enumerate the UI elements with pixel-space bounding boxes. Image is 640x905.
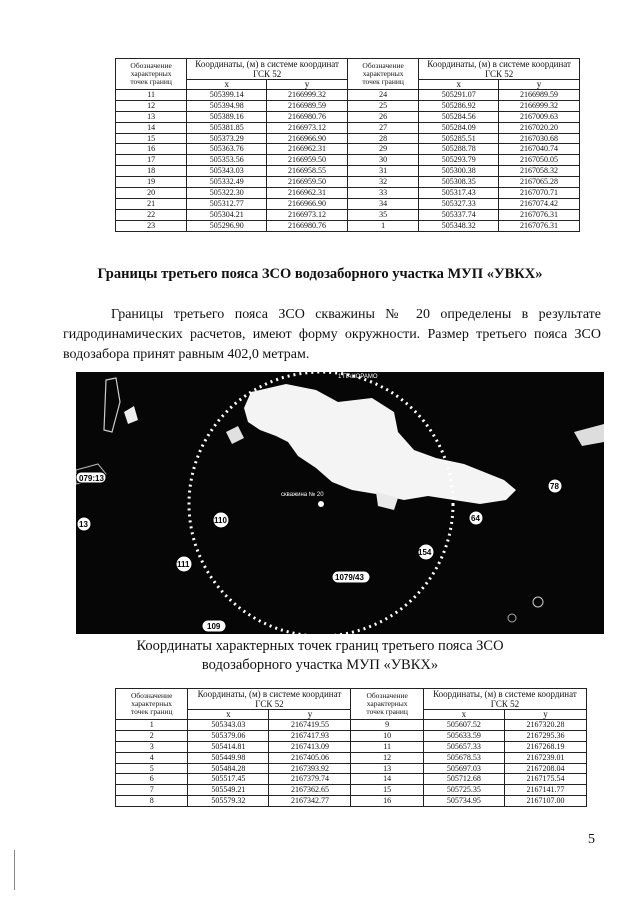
marker-154 bbox=[418, 544, 434, 560]
table-cell: 13 bbox=[351, 763, 423, 774]
table-cell: 5 bbox=[116, 763, 188, 774]
table-cell: 505322.30 bbox=[187, 188, 267, 199]
y-column-header: y bbox=[504, 710, 586, 720]
table-cell: 19 bbox=[116, 177, 187, 188]
table-row bbox=[116, 155, 580, 166]
marker-110 bbox=[213, 512, 229, 528]
table-cell: 3 bbox=[116, 741, 188, 752]
table-cell: 16 bbox=[351, 796, 423, 807]
well-point bbox=[318, 501, 324, 507]
body-paragraph: Границы третьего пояса ЗСО скважины № 20 определены в результате гидродинамических расчетов, имеют форму окружности. Размер третьего пояса ЗСО водозабора принят равным 402,0 метрам. bbox=[63, 307, 601, 362]
coordinates-table-top bbox=[115, 58, 580, 232]
table-cell: 505579.32 bbox=[188, 796, 269, 807]
caption-line-2: водозаборного участка МУП «УВКХ» bbox=[201, 657, 439, 673]
x-column-header: x bbox=[423, 710, 504, 720]
table-cell: 2166980.76 bbox=[267, 111, 348, 122]
svg-text:110: 110 bbox=[214, 516, 227, 525]
table-row bbox=[116, 720, 587, 731]
table-cell: 2167107.00 bbox=[504, 796, 586, 807]
table-cell: 505697.03 bbox=[423, 763, 504, 774]
table-cell: 2167175.54 bbox=[504, 774, 586, 785]
table-cell: 2166959.50 bbox=[267, 177, 348, 188]
y-column-header: y bbox=[267, 80, 348, 90]
table-top-body bbox=[116, 90, 580, 232]
table-cell: 505633.59 bbox=[423, 730, 504, 741]
table-row bbox=[116, 796, 587, 807]
zone-map-image bbox=[76, 372, 604, 634]
table-cell: 2166999.32 bbox=[267, 90, 348, 101]
marker-079-13 bbox=[76, 472, 106, 483]
table-cell: 2167208.04 bbox=[504, 763, 586, 774]
table-cell: 505394.98 bbox=[187, 100, 267, 111]
marker-111 bbox=[176, 556, 192, 572]
table-cell: 12 bbox=[116, 100, 187, 111]
table-cell: 9 bbox=[351, 720, 423, 731]
table-cell: 1 bbox=[347, 220, 418, 231]
table-cell: 505296.90 bbox=[187, 220, 267, 231]
table-cell: 13 bbox=[116, 111, 187, 122]
map-svg bbox=[76, 372, 604, 634]
y-column-header: y bbox=[499, 80, 580, 90]
table-cell: 505363.76 bbox=[187, 144, 267, 155]
table-cell: 505332.49 bbox=[187, 177, 267, 188]
marker-64 bbox=[469, 511, 483, 525]
table-cell: 14 bbox=[116, 122, 187, 133]
table-row bbox=[116, 100, 580, 111]
table-row bbox=[116, 111, 580, 122]
id-column-header: Обозначение характерных точек границ bbox=[351, 689, 423, 720]
table-cell: 505304.21 bbox=[187, 209, 267, 220]
table-cell: 10 bbox=[351, 730, 423, 741]
marker-109 bbox=[202, 620, 226, 632]
table-cell: 505381.85 bbox=[187, 122, 267, 133]
table-cell: 15 bbox=[351, 785, 423, 796]
table-cell: 2166980.76 bbox=[267, 220, 348, 231]
table-cell: 505449.98 bbox=[188, 752, 269, 763]
table-cell: 2 bbox=[116, 730, 188, 741]
table-cell: 33 bbox=[347, 188, 418, 199]
table-cell: 2167040.74 bbox=[499, 144, 580, 155]
table-cell: 26 bbox=[347, 111, 418, 122]
table-cell: 2166966.90 bbox=[267, 198, 348, 209]
table-row bbox=[116, 741, 587, 752]
table-cell: 2166959.50 bbox=[267, 155, 348, 166]
table-cell: 505312.77 bbox=[187, 198, 267, 209]
marker-1079-43 bbox=[332, 571, 370, 583]
table-cell: 2167419.55 bbox=[269, 720, 351, 731]
table-cell: 505300.38 bbox=[419, 166, 499, 177]
table-cell: 2167295.36 bbox=[504, 730, 586, 741]
section-heading: Границы третьего пояса ЗСО водозаборного участка МУП «УВКХ» bbox=[97, 266, 543, 282]
table-cell: 20 bbox=[116, 188, 187, 199]
table-cell: 505657.33 bbox=[423, 741, 504, 752]
table-cell: 12 bbox=[351, 752, 423, 763]
table-cell: 2167020.20 bbox=[499, 122, 580, 133]
table-cell: 24 bbox=[347, 90, 418, 101]
table-cell: 2167074.42 bbox=[499, 198, 580, 209]
table-cell: 2167268.19 bbox=[504, 741, 586, 752]
svg-text:154: 154 bbox=[418, 548, 432, 557]
table-cell: 18 bbox=[116, 166, 187, 177]
table-cell: 2166989.59 bbox=[499, 90, 580, 101]
page-number: 5 bbox=[588, 832, 595, 847]
table-cell: 7 bbox=[116, 785, 188, 796]
table-cell: 2167405.06 bbox=[269, 752, 351, 763]
table-cell: 2167030.68 bbox=[499, 133, 580, 144]
coords-column-header: Координаты, (м) в системе координат ГСК 52 bbox=[419, 59, 580, 80]
x-column-header: x bbox=[419, 80, 499, 90]
table-cell: 2167362.65 bbox=[269, 785, 351, 796]
table-cell: 2167050.05 bbox=[499, 155, 580, 166]
table-row bbox=[116, 785, 587, 796]
table-row bbox=[116, 90, 580, 101]
scan-artifact bbox=[14, 850, 15, 890]
table-row bbox=[116, 177, 580, 188]
table-row bbox=[116, 122, 580, 133]
map-top-label: 1 ПАНОРАМО bbox=[338, 374, 378, 380]
table-cell: 2167320.28 bbox=[504, 720, 586, 731]
coordinates-table-bottom bbox=[115, 688, 587, 807]
table-cell: 16 bbox=[116, 144, 187, 155]
table-row bbox=[116, 166, 580, 177]
svg-text:1079/43: 1079/43 bbox=[335, 573, 364, 582]
table-row bbox=[116, 730, 587, 741]
table-cell: 505725.35 bbox=[423, 785, 504, 796]
figure-caption bbox=[0, 637, 640, 675]
y-column-header: y bbox=[269, 710, 351, 720]
svg-text:78: 78 bbox=[550, 482, 559, 491]
coords-column-header: Координаты, (м) в системе координат ГСК 52 bbox=[423, 689, 586, 710]
coords-column-header: Координаты, (м) в системе координат ГСК 52 bbox=[187, 59, 348, 80]
table-row bbox=[116, 209, 580, 220]
table-row bbox=[116, 198, 580, 209]
x-column-header: x bbox=[187, 80, 267, 90]
table-cell: 505517.45 bbox=[188, 774, 269, 785]
table-cell: 505734.95 bbox=[423, 796, 504, 807]
table-cell: 505288.78 bbox=[419, 144, 499, 155]
table-cell: 505348.32 bbox=[419, 220, 499, 231]
marker-78 bbox=[548, 479, 562, 493]
table-cell: 31 bbox=[347, 166, 418, 177]
table-cell: 2167076.31 bbox=[499, 209, 580, 220]
id-column-header: Обозначение характерных точек границ bbox=[116, 689, 188, 720]
table-cell: 2166958.55 bbox=[267, 166, 348, 177]
table-cell: 505678.53 bbox=[423, 752, 504, 763]
table-cell: 6 bbox=[116, 774, 188, 785]
table-cell: 17 bbox=[116, 155, 187, 166]
table-row bbox=[116, 144, 580, 155]
table-cell: 2166989.59 bbox=[267, 100, 348, 111]
coords-column-header: Координаты, (м) в системе координат ГСК 52 bbox=[188, 689, 351, 710]
table-cell: 505373.29 bbox=[187, 133, 267, 144]
table-cell: 505285.51 bbox=[419, 133, 499, 144]
table-cell: 2167239.01 bbox=[504, 752, 586, 763]
table-cell: 25 bbox=[347, 100, 418, 111]
table-cell: 14 bbox=[351, 774, 423, 785]
table-cell: 11 bbox=[116, 90, 187, 101]
table-cell: 505353.56 bbox=[187, 155, 267, 166]
caption-line-1: Координаты характерных точек границ третьего пояса ЗСО bbox=[136, 638, 504, 654]
table-row bbox=[116, 752, 587, 763]
table-cell: 8 bbox=[116, 796, 188, 807]
table-row bbox=[116, 763, 587, 774]
table-row bbox=[116, 188, 580, 199]
id-column-header: Обозначение характерных точек границ bbox=[347, 59, 418, 90]
table-cell: 35 bbox=[347, 209, 418, 220]
table-cell: 505712.68 bbox=[423, 774, 504, 785]
table-cell: 505286.92 bbox=[419, 100, 499, 111]
table-cell: 11 bbox=[351, 741, 423, 752]
table-row bbox=[116, 133, 580, 144]
table-cell: 21 bbox=[116, 198, 187, 209]
table-bottom-body bbox=[116, 720, 587, 807]
x-column-header: x bbox=[188, 710, 269, 720]
table-cell: 2166973.12 bbox=[267, 209, 348, 220]
table-cell: 1 bbox=[116, 720, 188, 731]
svg-text:13: 13 bbox=[79, 520, 88, 529]
table-cell: 505607.52 bbox=[423, 720, 504, 731]
table-cell: 505327.33 bbox=[419, 198, 499, 209]
table-cell: 15 bbox=[116, 133, 187, 144]
table-cell: 32 bbox=[347, 177, 418, 188]
table-cell: 2167342.77 bbox=[269, 796, 351, 807]
marker-13 bbox=[77, 517, 91, 531]
table-cell: 27 bbox=[347, 122, 418, 133]
svg-text:64: 64 bbox=[471, 514, 480, 523]
table-cell: 505389.16 bbox=[187, 111, 267, 122]
table-cell: 505414.81 bbox=[188, 741, 269, 752]
table-cell: 505308.35 bbox=[419, 177, 499, 188]
table-cell: 29 bbox=[347, 144, 418, 155]
table-cell: 505343.03 bbox=[187, 166, 267, 177]
table-cell: 2167070.71 bbox=[499, 188, 580, 199]
table-cell: 2167413.09 bbox=[269, 741, 351, 752]
table-cell: 2167009.63 bbox=[499, 111, 580, 122]
table-cell: 2166962.31 bbox=[267, 144, 348, 155]
table-cell: 2167393.92 bbox=[269, 763, 351, 774]
svg-text:111: 111 bbox=[177, 560, 190, 569]
well-label: скважина № 20 bbox=[281, 492, 324, 498]
table-cell: 505484.28 bbox=[188, 763, 269, 774]
table-cell: 28 bbox=[347, 133, 418, 144]
table-cell: 505379.06 bbox=[188, 730, 269, 741]
table-cell: 22 bbox=[116, 209, 187, 220]
svg-text:109: 109 bbox=[207, 622, 221, 631]
table-cell: 2167141.77 bbox=[504, 785, 586, 796]
table-cell: 34 bbox=[347, 198, 418, 209]
table-row bbox=[116, 774, 587, 785]
table-cell: 505337.74 bbox=[419, 209, 499, 220]
table-cell: 505343.03 bbox=[188, 720, 269, 731]
table-cell: 505293.79 bbox=[419, 155, 499, 166]
table-cell: 2167076.31 bbox=[499, 220, 580, 231]
table-cell: 23 bbox=[116, 220, 187, 231]
table-cell: 505284.09 bbox=[419, 122, 499, 133]
table-cell: 2167065.28 bbox=[499, 177, 580, 188]
table-cell: 505399.14 bbox=[187, 90, 267, 101]
table-cell: 2167379.74 bbox=[269, 774, 351, 785]
table-cell: 505549.21 bbox=[188, 785, 269, 796]
table-cell: 2166962.31 bbox=[267, 188, 348, 199]
table-cell: 2167058.32 bbox=[499, 166, 580, 177]
table-cell: 505284.56 bbox=[419, 111, 499, 122]
table-cell: 2166966.90 bbox=[267, 133, 348, 144]
table-cell: 505317.43 bbox=[419, 188, 499, 199]
table-cell: 2166973.12 bbox=[267, 122, 348, 133]
id-column-header: Обозначение характерных точек границ bbox=[116, 59, 187, 90]
table-row bbox=[116, 220, 580, 231]
table-cell: 505291.07 bbox=[419, 90, 499, 101]
table-cell: 2166999.32 bbox=[499, 100, 580, 111]
svg-text:079:13: 079:13 bbox=[79, 474, 104, 483]
table-cell: 2167417.93 bbox=[269, 730, 351, 741]
table-cell: 4 bbox=[116, 752, 188, 763]
table-cell: 30 bbox=[347, 155, 418, 166]
